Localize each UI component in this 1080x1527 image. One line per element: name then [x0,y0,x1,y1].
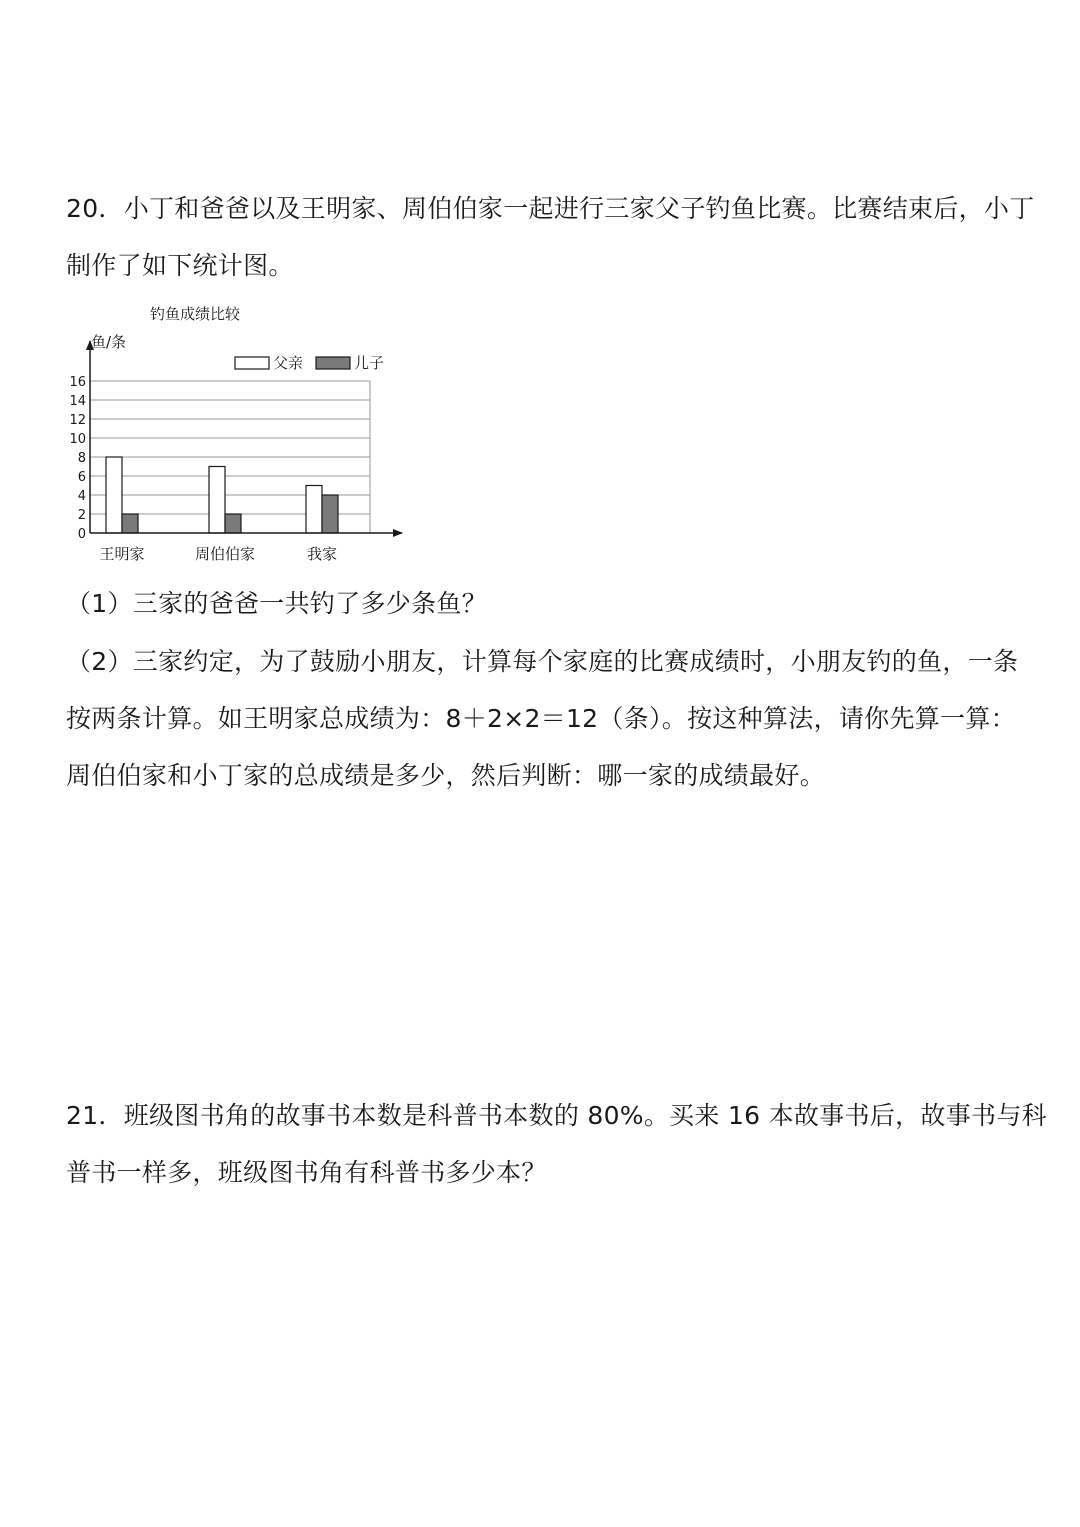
x-category-label: 王明家 [99,545,145,563]
bar-father [306,486,322,534]
q20-sub-question-2-line-1: （2）三家约定，为了鼓励小朋友，计算每个家庭的比赛成绩时，小朋友钓的鱼，一条 [66,647,1019,676]
y-tick-label: 16 [69,375,86,390]
legend-swatch-son [316,357,350,369]
q20-stem-line-2: 制作了如下统计图。 [66,251,294,280]
y-axis-label: 鱼/条 [91,333,127,351]
q21-stem-line-1: 21．班级图书角的故事书本数是科普书本数的 80%。买来 16 本故事书后，故事书与科 [66,1101,1047,1130]
x-category-label: 周伯伯家 [194,545,256,563]
y-tick-label: 6 [77,470,86,485]
bar-father [209,467,225,534]
q20-sub-question-2-line-3: 周伯伯家和小丁家的总成绩是多少，然后判断：哪一家的成绩最好。 [66,761,826,790]
y-tick-label: 12 [69,413,86,428]
y-tick-label: 10 [69,432,86,447]
bar-father [106,457,122,533]
x-category-label: 我家 [306,545,338,563]
chart-title: 钓鱼成绩比较 [150,305,241,323]
y-tick-label: 2 [77,508,86,523]
bar-son [322,495,338,533]
legend-label: 儿子 [354,354,385,372]
y-tick-label: 4 [77,489,86,504]
legend-swatch-father [235,357,269,369]
legend-label: 父亲 [273,354,304,372]
y-tick-label: 8 [77,451,86,466]
q21-stem-line-2: 普书一样多，班级图书角有科普书多少本？ [66,1158,547,1187]
q20-sub-question-1: （1）三家的爸爸一共钓了多少条鱼？ [66,589,488,618]
y-tick-label: 0 [77,527,86,542]
q20-sub-question-2-line-2: 按两条计算。如王明家总成绩为：8＋2×2＝12（条）。按这种算法，请你先算一算： [66,704,1016,733]
bar-son [225,514,241,533]
fishing-bar-chart [60,295,420,575]
bar-son [122,514,138,533]
q20-stem-line-1: 20．小丁和爸爸以及王明家、周伯伯家一起进行三家父子钓鱼比赛。比赛结束后，小丁 [66,194,1035,223]
chart-svg [60,295,420,575]
y-tick-label: 14 [69,394,86,409]
